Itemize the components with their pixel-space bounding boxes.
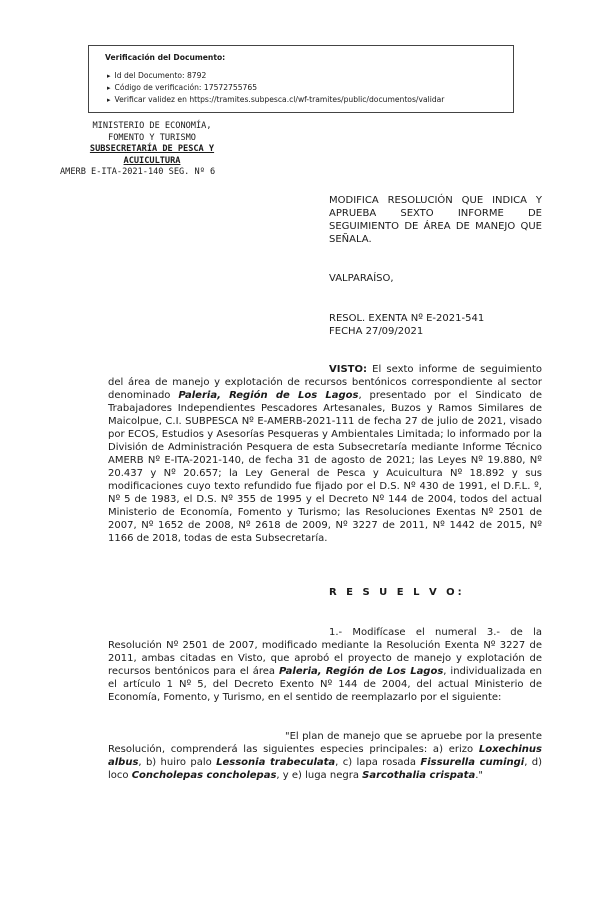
verification-box — [88, 45, 514, 113]
resuelvo-heading: R E S U E L V O: — [329, 587, 465, 598]
visto-label: VISTO: — [329, 364, 367, 375]
verification-url[interactable]: ▸ Verificar validez en https://tramites.subpesca.cl/wf-tramites/public/documentos/validar — [117, 94, 513, 106]
verification-code: ▸ Código de verificación: 17572755765 — [117, 82, 513, 94]
sector-name: Paleria, Región de Los Lagos — [178, 390, 359, 401]
document-reference: AMERB E-ITA-2021-140 SEG. Nº 6 — [60, 167, 216, 177]
ministry-line-2: FOMENTO Y TURISMO — [108, 132, 196, 143]
issuer-header — [56, 121, 248, 167]
document-id: ▸ Id del Documento: 8792 — [117, 70, 513, 82]
species-5: Sarcothalia crispata — [362, 770, 476, 781]
place: VALPARAÍSO, — [329, 273, 394, 284]
resolution-date: FECHA 27/09/2021 — [329, 326, 424, 337]
resolution-subject: MODIFICA RESOLUCIÓN QUE INDICA Y APRUEBA SEXTO INFORME DE SEGUIMIENTO DE ÁREA DE MANEJO QUE SEÑALA. — [329, 195, 542, 245]
visto-paragraph: VISTO: El sexto informe de seguimiento del área de manejo y explotación de recursos bentónicos correspondiente al sector denominado Paleria, Región de Los Lagos, presentado por el Sindicato de Trabajadores Independientes Pescadores Artesanales, Buzos y Ramos Similares de Maicolpue, C.I. SUBPESCA Nº E-AMERB-2021-111 de fecha 27 de julio de 2021, visado por ECOS, Estudios y Asesorías Pesqueras y Ambientales Limitada; lo informado por la División de Administración Pesquera de esta Subsecretaría mediante Informe Técnico AMERB Nº E-ITA-2021-140, de fecha 31 de agosto de 2021; las Leyes Nº 19.880, Nº 20.437 y Nº 20.657; la Ley General de Pesca y Acuicultura Nº 18.892 y sus modificaciones cuyo texto refundido fue fijado por el D.S. Nº 430 de 1991, el D.F.L. º, Nº 5 de 1983, el D.S. Nº 355 de 1995 y el Decreto Nº 144 de 2004, todos del actual Ministerio de Economía, Fomento y Turismo; las Resoluciones Exentas Nº 2501 de 2007, Nº 1652 de 2008, Nº 2618 de 2009, Nº 3227 de 2011, Nº 1442 de 2015, Nº 1166 de 2018, todas de esta Subsecretaría. — [108, 364, 542, 544]
point-1-paragraph: 1.- Modifícase el numeral 3.- de la Resolución Nº 2501 de 2007, modificado mediante la Resolución Exenta Nº 3227 de 2011, ambas citadas en Visto, que aprobó el proyecto de manejo y explotación de recursos bentónicos para el área Paleria, Región de Los Lagos, individualizada en el artículo 1 Nº 5, del Decreto Exento Nº 144 de 2004, del actual Ministerio de Economía, Fomento, y Turismo, en el sentido de reemplazarlo por el siguiente: — [108, 627, 543, 703]
species-4: Concholepas concholepas — [131, 770, 277, 781]
subsecretaria-line-1: SUBSECRETARÍA DE PESCA Y — [89, 144, 215, 154]
quoted-paragraph: "El plan de manejo que se apruebe por la presente Resolución, comprenderá las siguientes especies principales: a) erizo Loxechinus albus, b) huiro palo Lessonia trabeculata, c) lapa rosada Fissurella cumingi, d) loco Concholepas concholepas, y e) luga negra Sarcothalia crispata." — [108, 731, 543, 781]
species-2: Lessonia trabeculata — [216, 757, 336, 768]
point-1-sector-name: Paleria, Región de Los Lagos — [278, 666, 444, 677]
resolution-number: RESOL. EXENTA Nº E-2021-541 — [329, 313, 485, 324]
ministry-line-1: MINISTERIO DE ECONOMÍA, — [92, 121, 212, 131]
subsecretaria-line-2: ACUICULTURA — [123, 155, 181, 166]
species-3: Fissurella cumingi — [420, 757, 525, 768]
species-1: Loxechinus albus — [108, 744, 542, 768]
verification-list — [105, 70, 513, 106]
verification-title: Verificación del Documento: — [105, 53, 226, 62]
